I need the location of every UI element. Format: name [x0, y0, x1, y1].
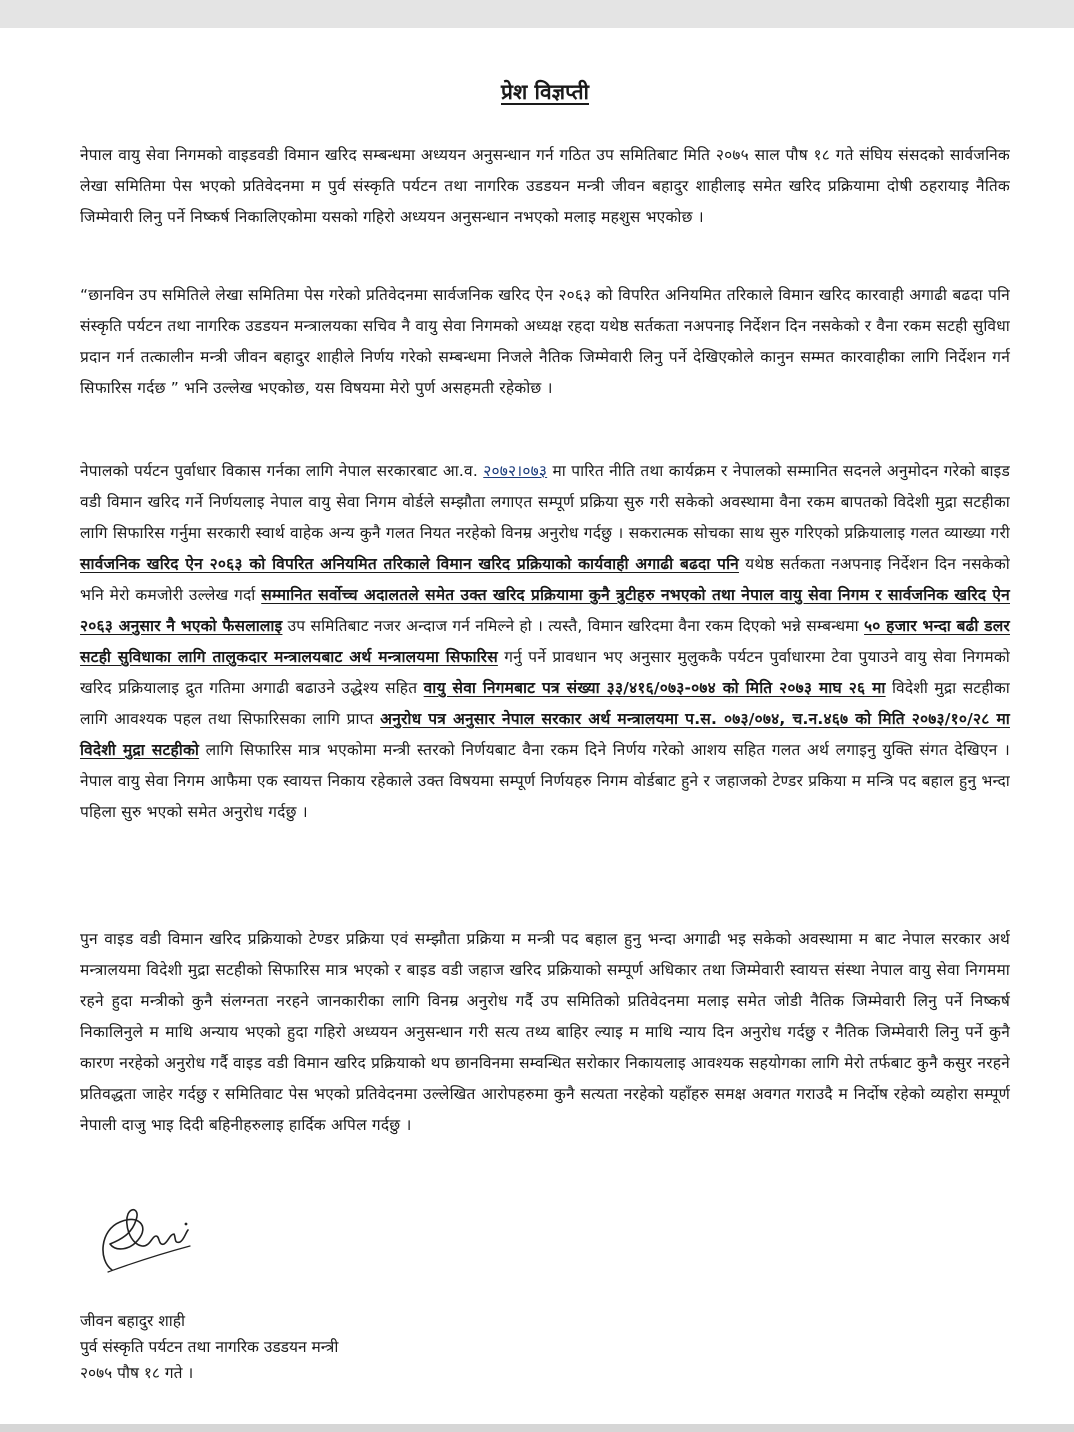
document-title: प्रेश विज्ञप्ती — [501, 80, 589, 104]
p3-highlight-5: अनुरोध पत्र अनुसार नेपाल सरकार अर्थ मन्त्रालयमा प.स. ०७३/०७४, च.न.४६७ को मिति २०७३/१०/२८ मा विदेशी मुद्रा सटहीको — [80, 710, 1010, 759]
paragraph-1: नेपाल वायु सेवा निगमको वाइडवडी विमान खरिद सम्बन्धमा अध्ययन अनुसन्धान गर्न गठित उप समितिबाट मिति २०७५ साल पौष १८ गते संघिय संसदको सार्वजनिक लेखा समितिमा पेस भएको प्रतिवेदनमा म पुर्व संस्कृति पर्यटन तथा नागरिक उडडयन मन्त्री जीवन बहादुर शाहीलाइ समेत खरिद प्रक्रियामा दोषी ठहरायाइ नैतिक जिम्मेवारी लिनु पर्ने निष्कर्ष निकालिएकोमा यसको गहिरो अध्ययन अनुसन्धान नभएको मलाइ महशुस भएकोछ । — [80, 146, 1010, 226]
paragraph-2: “छानविन उप समितिले लेखा समितिमा पेस गरेको प्रतिवेदनमा सार्वजनिक खरिद ऐन २०६३ को विपरित अनियमित तरिकाले विमान खरिद कारवाही अगाढी बढदा पनि संस्कृति पर्यटन तथा नागरिक उडडयन मन्त्रालयका सचिव नै वायु सेवा निगमको अध्यक्ष रहदा यथेष्ठ सर्तकता नअपनाइ निर्देशन दिन नसकेको र वैना रकम सटही सुविधा प्रदान गर्न तत्कालीन मन्त्री जीवन बहादुर शाहीले निर्णय गरेको सम्बन्धमा निजले नैतिक जिम्मेवारी लिनु पर्ने देखिएकोले कानुन सम्मत कारवाहीका लागि निर्देशन गर्न सिफारिस गर्दछ ” भनि उल्लेख भएकोछ, यस विषयमा मेरो पुर्ण असहमती रहेकोछ । — [80, 286, 1010, 397]
paragraph-4: पुन वाइड वडी विमान खरिद प्रक्रियाको टेण्डर प्रक्रिया एवं सम्झौता प्रक्रिया म मन्त्री पद बहाल हुनु भन्दा अगाढी भइ सकेको अवस्थामा म बाट नेपाल सरकार अर्थ मन्त्रालयमा विदेशी मुद्रा सटहीको सिफारिस मात्र भएको र बाइड वडी जहाज खरिद प्रक्रियाको सम्पूर्ण अधिकार तथा जिम्मेवारी स्वायत्त संस्था नेपाल वायु सेवा निगममा रहने हुदा मन्त्रीको कुनै संलग्नता नरहने जानकारीका लागि विनम्र अनुरोध गर्दै उप समितिको प्रतिवेदनमा मलाइ समेत जोडी नैतिक जिम्मेवारी लिनु पर्ने निष्कर्ष निकालिनुले म माथि अन्याय भएको हुदा गहिरो अध्ययन अनुसन्धान गरी सत्य तथ्य बाहिर ल्याइ म माथि न्याय दिन अनुरोध गर्दछु र नैतिक जिम्मेवारी लिनु पर्ने कुनै कारण नरहेको अनुरोध गर्दै वाइड वडी विमान खरिद प्रक्रियाको थप छानविनमा सम्वन्धित सरोकार निकायलाइ आवश्यक सहयोगका लागि मेरो तर्फबाट कुनै कसुर नरहने प्रतिवद्धता जाहेर गर्दछु र समितिवाट पेस भएको प्रतिवेदनमा उल्लेखित आरोपहरुमा कुनै सत्यता नरहेको यहाँहरु समक्ष अवगत गराउदै म निर्दोष रहेको व्यहोरा सम्पूर्ण नेपाली दाजु भाइ दिदी बहिनीहरुलाइ हार्दिक अपिल गर्दछु । — [80, 930, 1010, 1134]
handwritten-signature — [90, 1200, 200, 1280]
bottom-edge — [0, 1424, 1074, 1432]
signatory-name: जीवन बहादुर शाही — [80, 1312, 186, 1330]
paragraph-3 — [80, 456, 1010, 828]
p3-highlight-3: ५० हजार भन्दा बढी डलर सटही सुविधाका लागि तालुकदार मन्त्रालयबाट अर्थ मन्त्रालयमा सिफारिस — [80, 617, 1010, 666]
p3-text-7: लागि सिफारिस मात्र भएकोमा मन्त्री स्तरको निर्णयबाट वैना रकम दिने निर्णय गरेको आशय सहित गलत अर्थ लगाइनु युक्ति संगत देखिएन । नेपाल वायु सेवा निगम आफैमा एक स्वायत्त निकाय रहेकाले उक्त विषयमा सम्पूर्ण निर्णयहरु निगम वोर्डबाट हुने र जहाजको टेण्डर प्रकिया म मन्त्रि पद बहाल हुनु भन्दा पहिला सुरु भएको समेत अनुरोध गर्दछु । — [80, 741, 1010, 821]
signatory-designation: पुर्व संस्कृति पर्यटन तथा नागरिक उडडयन मन्त्री — [80, 1338, 339, 1356]
p3-text-1: नेपालको पर्यटन पुर्वाधार विकास गर्नका लागि नेपाल सरकारबाट आ.व. — [80, 462, 484, 480]
p3-highlight-2: सम्मानित सर्वोच्च अदालतले समेत उक्त खरिद प्रक्रियामा कुनै त्रुटीहरु नभएको तथा नेपाल वायु सेवा निगम र सार्वजनिक खरिद ऐन २०६३ अनुसार नै भएको फैसलालाइ — [80, 586, 1010, 635]
p3-text-2: मा पारित नीति तथा कार्यक्रम र नेपालको सम्मानित सदनले अनुमोदन गरेको बाइड वडी विमान खरिद गर्ने निर्णयलाइ नेपाल वायु सेवा निगम वोर्डले सम्झौता लगाएत सम्पूर्ण प्रक्रिया सुरु गरी सकेको अवस्थामा वैना रकम बापतको विदेशी मुद्रा सटहीका लागि सिफारिस गर्नुमा सरकारी स्वार्थ वाहेक अन्य कुनै गलत नियत नरहेको विनम्र अनुरोध गर्दछु । सकरात्मक सोचका साथ सुरु गरिएको प्रक्रियालाइ गलत व्याख्या गरी — [80, 462, 1010, 542]
document-page — [0, 28, 1074, 1424]
signature-block — [80, 1308, 338, 1386]
signature-date: २०७५ पौष १८ गते । — [80, 1364, 194, 1382]
p3-highlight-1: सार्वजनिक खरिद ऐन २०६३ को विपरित अनियमित तरिकाले विमान खरिद प्रक्रियाको कार्यवाही अगाढी बढदा पनि — [80, 555, 739, 573]
p3-text-4: उप समितिबाट नजर अन्दाज गर्न नमिल्ने हो । त्यस्तै, विमान खरिदमा वैना रकम दिएको भन्ने सम्बन्धमा — [282, 617, 865, 635]
p3-text-3: यथेष्ठ सर्तकता नअपनाइ निर्देशन दिन नसकेको भनि मेरो कमजोरी उल्लेख गर्दा — [80, 555, 1010, 604]
fiscal-year: २०७२।०७३ — [483, 462, 548, 480]
p3-text-6: विदेशी मुद्रा सटहीका लागि आवश्यक पहल तथा सिफारिसका लागि प्राप्त — [80, 679, 1010, 728]
p3-highlight-4: वायु सेवा निगमबाट पत्र संख्या ३३/४१६/०७३-०७४ को मिति २०७३ माघ २६ मा — [423, 679, 886, 697]
p3-text-5: गर्नु पर्ने प्रावधान भए अनुसार मुलुककै पर्यटन पुर्वाधारमा टेवा पुयाउने वायु सेवा निगमको खरिद प्रक्रियालाइ द्रुत गतिमा अगाढी बढाउने उद्धेश्य सहित — [80, 648, 1010, 697]
